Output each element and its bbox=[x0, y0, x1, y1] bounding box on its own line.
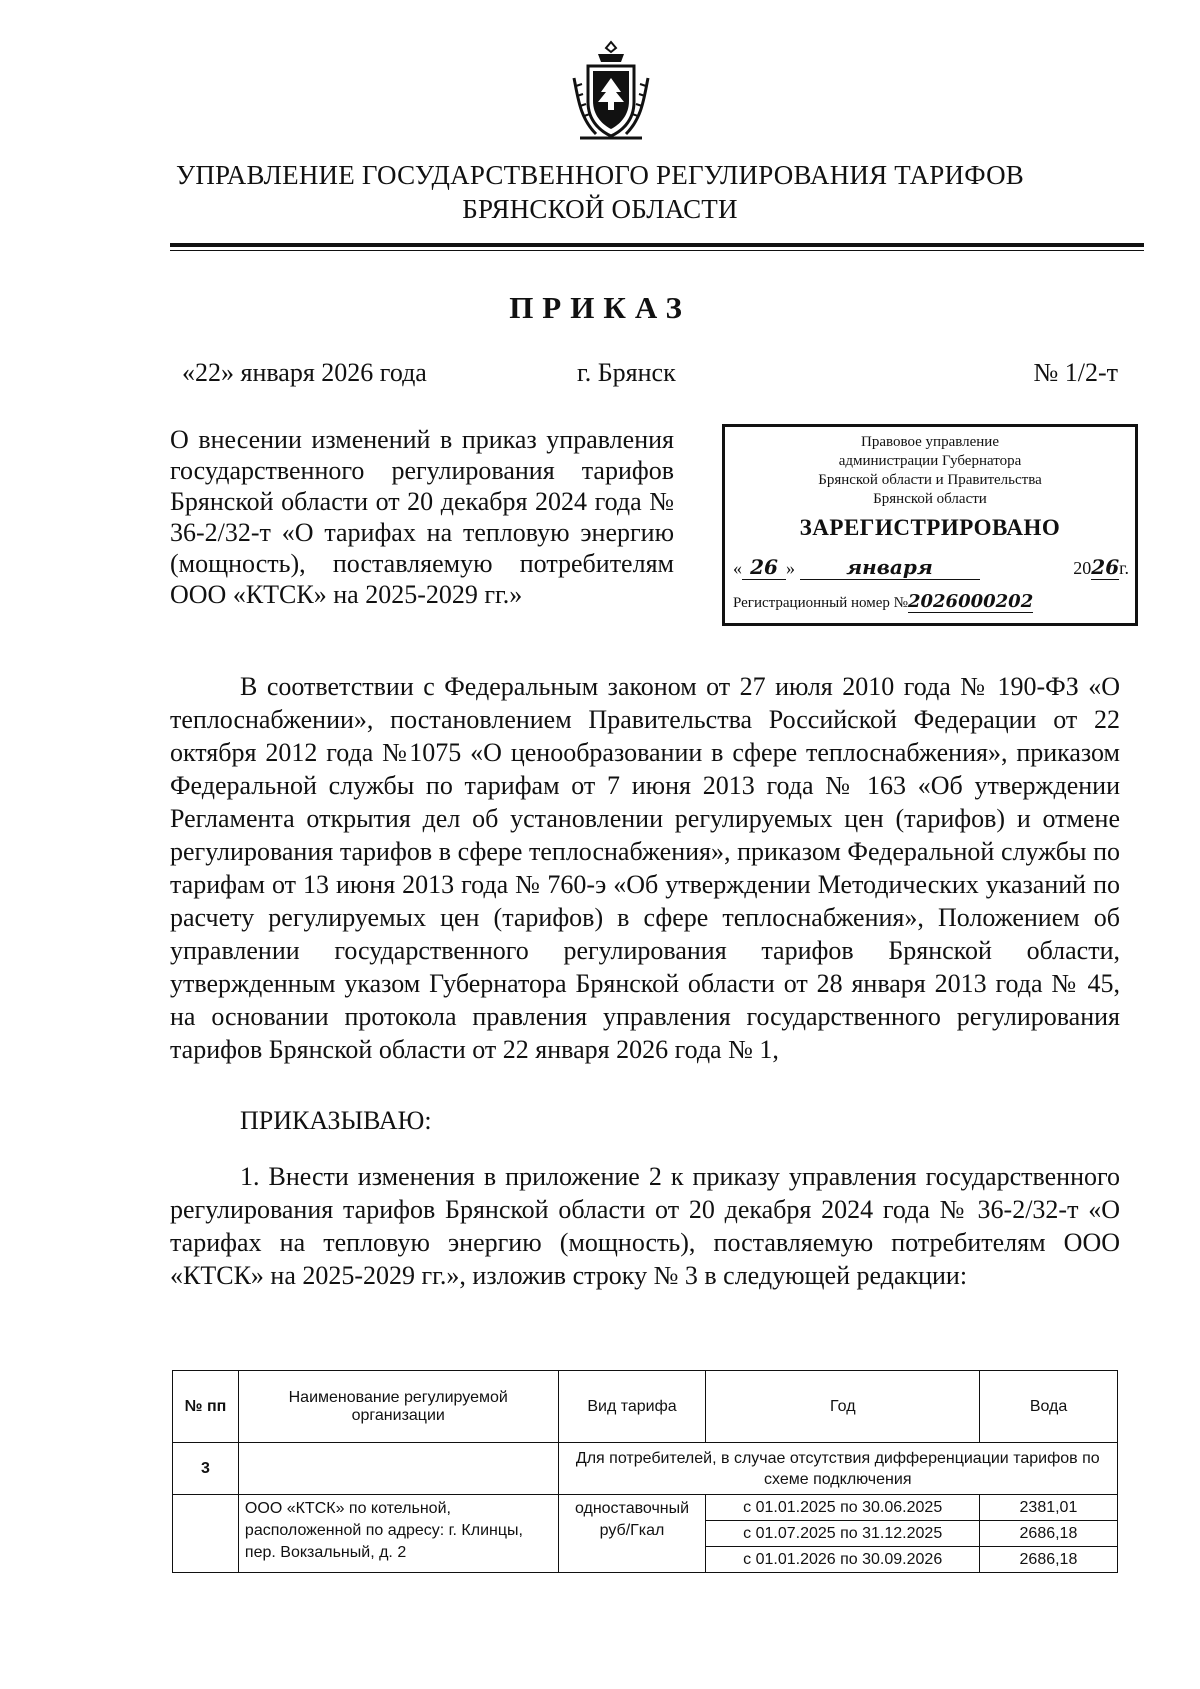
row-org: ООО «КТСК» по котельной, расположенной по адресу: г. Клинцы, пер. Вокзальный, д. 2 bbox=[238, 1495, 558, 1573]
header-num: № пп bbox=[173, 1371, 239, 1443]
stamp-month: января bbox=[800, 555, 980, 580]
header-year: Год bbox=[706, 1371, 980, 1443]
order-place: г. Брянск bbox=[577, 358, 676, 387]
row-num: 3 bbox=[173, 1443, 239, 1495]
order-date: «22» января 2026 года bbox=[182, 358, 427, 387]
table-row bbox=[173, 1443, 1118, 1495]
stamp-day: 26 bbox=[742, 555, 786, 580]
stamp-year-unit: г. bbox=[1119, 558, 1129, 578]
stamp-date: « 26 » января 2026г. bbox=[733, 555, 1129, 579]
order-subject: О внесении изменений в приказ управления государственного регулирования тарифов Брянской области от 20 декабря 2024 года № 36-2/32-т «О тарифах на тепловую энергию (мощность), поставляемую потребителям ООО «КТСК» на 2025-2029 гг.» bbox=[170, 425, 674, 609]
registration-stamp bbox=[722, 424, 1138, 626]
stamp-year-prefix: 20 bbox=[1073, 558, 1092, 578]
header-water: Вода bbox=[980, 1371, 1118, 1443]
header-divider-thick bbox=[170, 243, 1144, 247]
stamp-line2: администрации Губернатора bbox=[838, 453, 1022, 469]
preamble-paragraph: В соответствии с Федеральным законом от 27 июля 2010 года № 190-ФЗ «О теплоснабжении», постановлением Правительства Российской Федерации от 22 октября 2012 года №1075 «О ценообразовании в сфере теплоснабжения», приказом Федеральной службы по тарифам от 7 июня 2013 года № 163 «Об утверждении Регламента открытия дел об установлении регулируемых цен (тарифов) и отмене регулирования тарифов в сфере теплоснабжения», приказом Федеральной службы по тарифам от 13 июня 2013 года № 760-э «Об утверждении Методических указаний по расчету регулируемых цен (тарифов) в сфере теплоснабжения», Положением об управлении государственного регулирования тарифов Брянской области, утвержденным указом Губернатора Брянской области от 28 января 2013 года № 45, на основании протокола правления управления государственного регулирования тарифов Брянской области от 22 января 2026 года № 1, bbox=[170, 672, 1120, 1064]
table-row bbox=[173, 1495, 1118, 1573]
header-divider-thin bbox=[170, 250, 1144, 251]
order-number: № 1/2-т bbox=[1033, 358, 1118, 387]
item-1-paragraph: 1. Внести изменения в приложение 2 к приказу управления государственного регулирования тарифов Брянской области от 20 декабря 2024 года № 36-2/32-т «О тарифах на тепловую энергию (мощность), поставляемую потребителям ООО «КТСК» на 2025-2029 гг.», изложив строку № 3 в следующей редакции: bbox=[170, 1162, 1120, 1290]
period-cell: с 01.01.2025 по 30.06.2025 bbox=[706, 1495, 979, 1521]
value-cell: 2686,18 bbox=[979, 1547, 1117, 1573]
stamp-year-suffix: 26 bbox=[1091, 555, 1120, 579]
row-num-empty bbox=[173, 1495, 239, 1573]
stamp-line4: Брянской области bbox=[873, 491, 987, 507]
document-title: ПРИКАЗ bbox=[509, 290, 691, 325]
stamp-reg-value: 2026000202 bbox=[907, 591, 1034, 612]
period-row bbox=[706, 1521, 1117, 1547]
period-row bbox=[706, 1495, 1117, 1521]
row-org-empty bbox=[238, 1443, 558, 1495]
coat-of-arms-icon bbox=[568, 38, 654, 146]
value-cell: 2686,18 bbox=[979, 1521, 1117, 1547]
stamp-reg-label: Регистрационный номер № bbox=[733, 595, 908, 611]
org-name-line2: БРЯНСКОЙ ОБЛАСТИ bbox=[462, 194, 738, 224]
tariff-table bbox=[172, 1370, 1118, 1573]
header-tariff-type: Вид тарифа bbox=[558, 1371, 706, 1443]
order-word: ПРИКАЗЫВАЮ: bbox=[240, 1106, 432, 1135]
stamp-line1: Правовое управление bbox=[861, 434, 999, 450]
period-cell: с 01.07.2025 по 31.12.2025 bbox=[706, 1521, 979, 1547]
org-name-line1: УПРАВЛЕНИЕ ГОСУДАРСТВЕННОГО РЕГУЛИРОВАНИЯ ТАРИФОВ bbox=[176, 160, 1024, 190]
stamp-registered: ЗАРЕГИСТРИРОВАНО bbox=[799, 515, 1061, 540]
row-tariff-type: одноставочный руб/Гкал bbox=[558, 1495, 706, 1573]
period-cell: с 01.01.2026 по 30.09.2026 bbox=[706, 1547, 979, 1573]
period-table bbox=[706, 1495, 1117, 1572]
group-label: Для потребителей, в случае отсутствия дифференциации тарифов по схеме подключения bbox=[558, 1443, 1117, 1495]
header-org: Наименование регулируемой организации bbox=[238, 1371, 558, 1443]
period-row bbox=[706, 1547, 1117, 1573]
stamp-line3: Брянской области и Правительства bbox=[818, 472, 1042, 488]
value-cell: 2381,01 bbox=[979, 1495, 1117, 1521]
table-header-row bbox=[173, 1371, 1118, 1443]
stamp-reg-number bbox=[733, 591, 1129, 613]
